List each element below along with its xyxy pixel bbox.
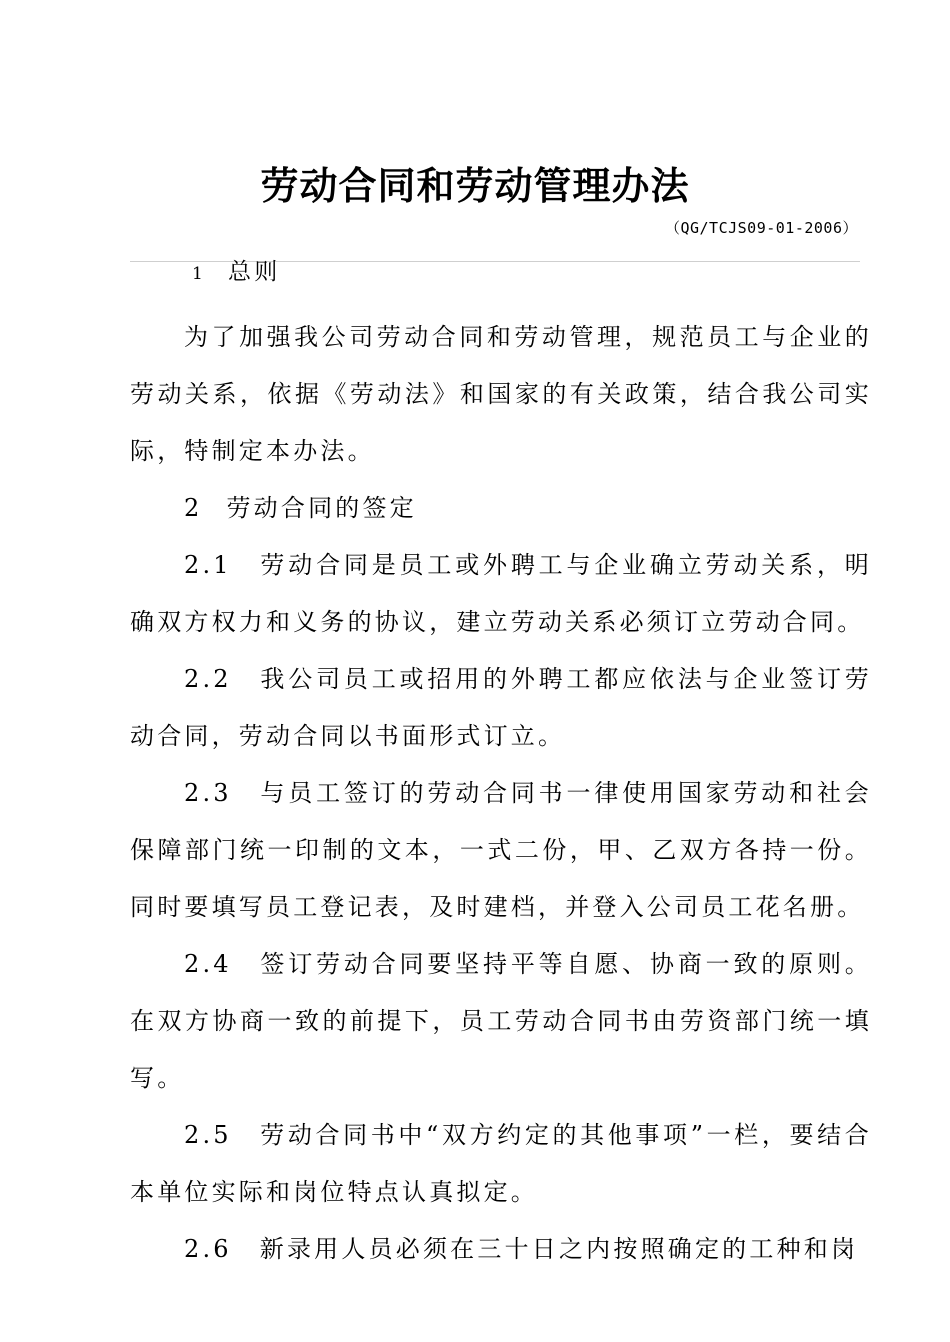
clause-number: 2.2 xyxy=(184,665,232,693)
section-2-number: 2 xyxy=(184,494,203,522)
clause-number: 2.3 xyxy=(184,779,232,807)
clause-number: 2.6 xyxy=(184,1235,232,1263)
clause-text: 签订劳动合同要坚持平等自愿、协商一致的原则。在双方协商一致的前提下，员工劳动合同书由劳资部门统一填写。 xyxy=(130,950,872,1092)
clause-2-2 xyxy=(130,651,872,765)
clause-text: 与员工签订的劳动合同书一律使用国家劳动和社会保障部门统一印制的文本，一式二份，甲、乙双方各持一份。同时要填写员工登记表，及时建档，并登入公司员工花名册。 xyxy=(130,779,872,921)
clause-2-5 xyxy=(130,1107,872,1221)
clause-number: 2.5 xyxy=(184,1121,232,1149)
clause-2-4 xyxy=(130,936,872,1107)
section-2-heading xyxy=(130,480,872,537)
clause-2-6 xyxy=(130,1221,872,1278)
clause-number: 2.1 xyxy=(184,551,232,579)
clause-text: 新录用人员必须在三十日之内按照确定的工种和岗 xyxy=(259,1235,859,1263)
clause-text: 劳动合同是员工或外聘工与企业确立劳动关系，明确双方权力和义务的协议，建立劳动关系必须订立劳动合同。 xyxy=(130,551,872,636)
clause-text: 我公司员工或招用的外聘工都应依法与企业签订劳动合同，劳动合同以书面形式订立。 xyxy=(130,665,872,750)
document-code: （QG/TCJS09-01-2006） xyxy=(664,219,858,237)
section-1-number: 1 xyxy=(192,264,207,284)
section-2-title: 劳动合同的签定 xyxy=(226,494,417,522)
clause-2-1 xyxy=(130,537,872,651)
document-body xyxy=(130,250,872,1278)
clause-2-3 xyxy=(130,765,872,936)
section-1-paragraph: 为了加强我公司劳动合同和劳动管理，规范员工与企业的劳动关系，依据《劳动法》和国家的有关政策，结合我公司实际，特制定本办法。 xyxy=(130,323,872,465)
section-1-heading xyxy=(130,250,872,297)
clause-text: 劳动合同书中“双方约定的其他事项”一栏，要结合本单位实际和岗位特点认真拟定。 xyxy=(130,1121,872,1206)
clause-number: 2.4 xyxy=(184,950,232,978)
section-1-title: 总则 xyxy=(228,259,281,285)
document-title: 劳动合同和劳动管理办法 xyxy=(260,163,690,208)
